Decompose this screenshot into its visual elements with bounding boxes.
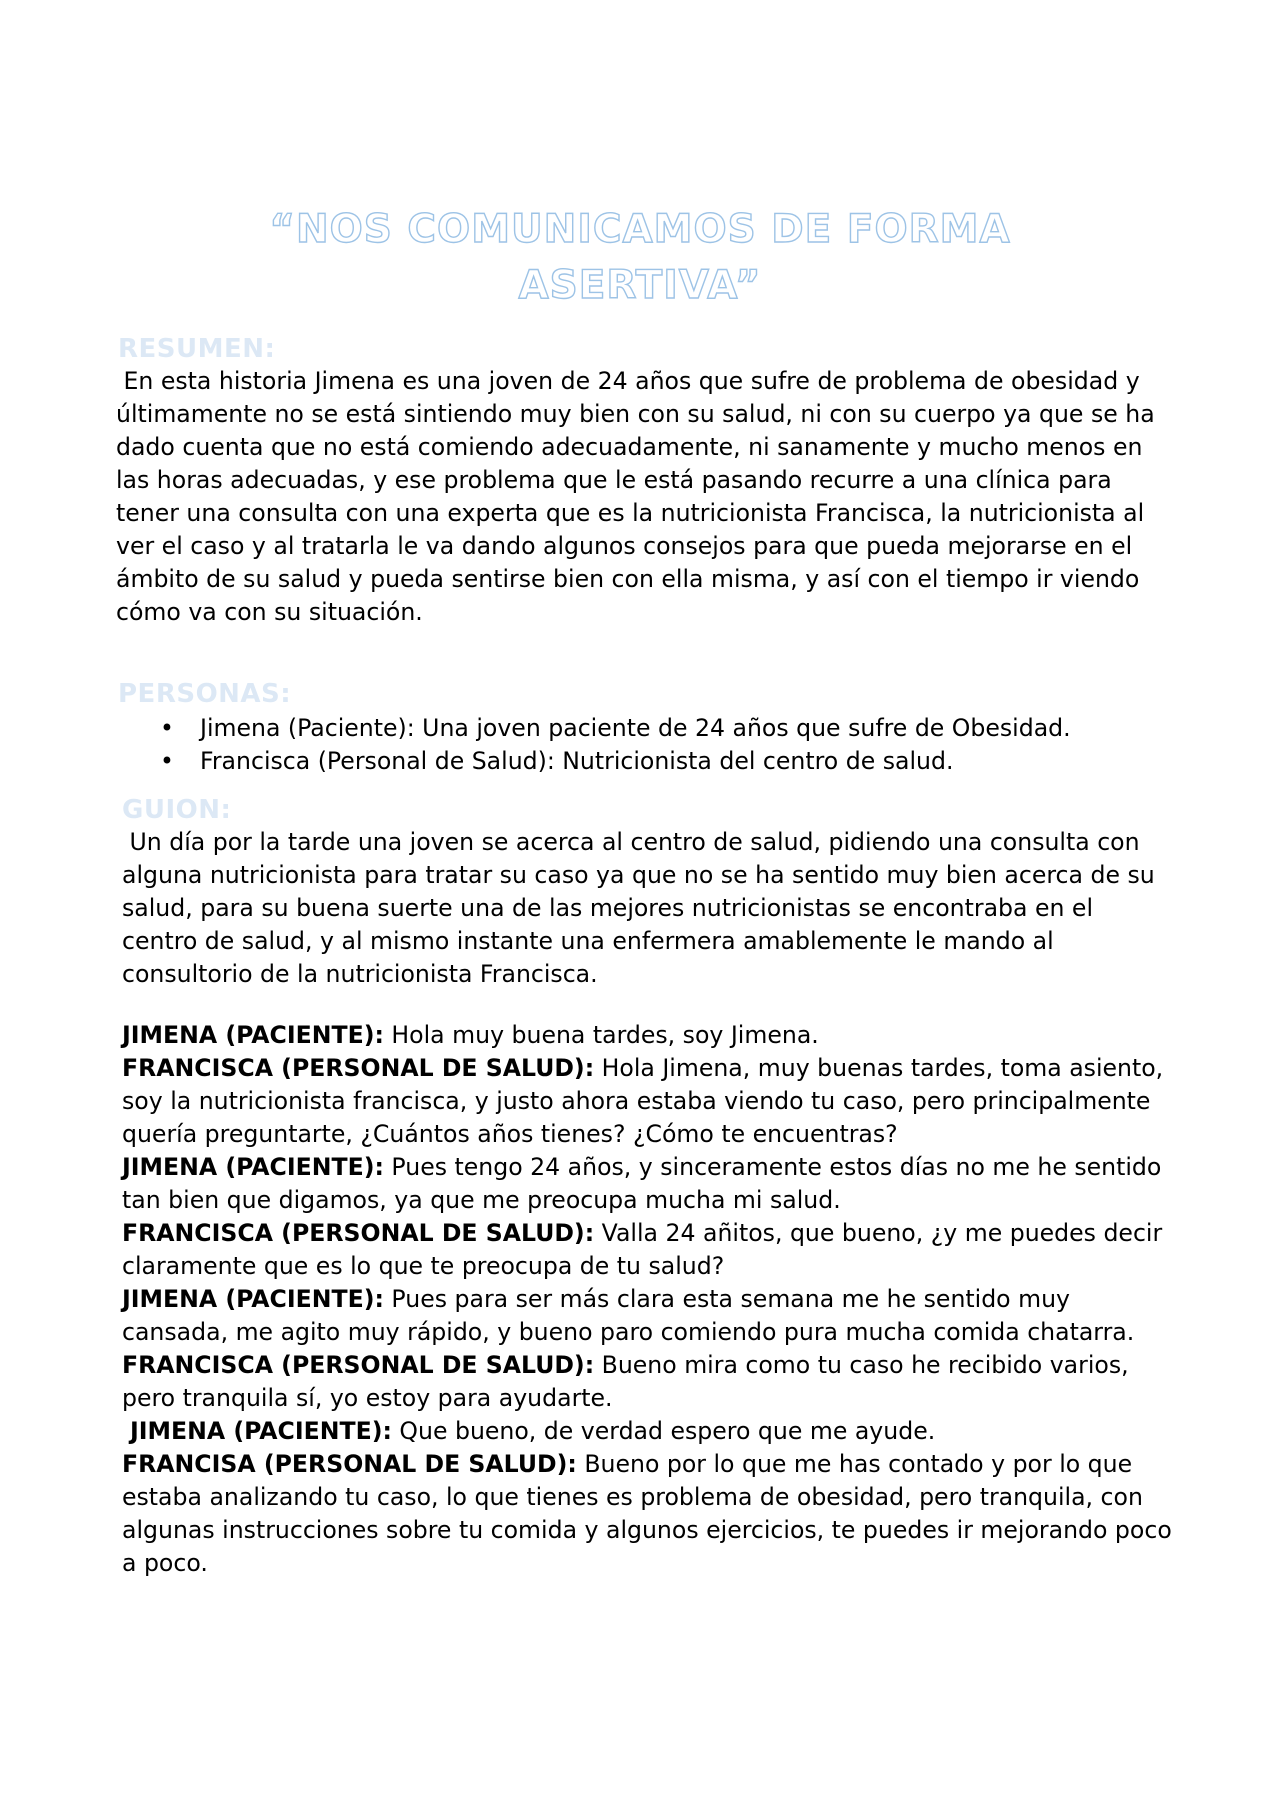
speaker-label: FRANCISCA (PERSONAL DE SALUD): (122, 1351, 595, 1379)
dialogue (122, 1019, 1182, 1580)
dialogue-line (122, 1217, 1182, 1283)
bullet-icon: • (160, 714, 174, 742)
dialogue-text: Pues para ser más clara esta semana me he sentido muy cansada, me agito muy rápido, y bueno paro comiendo pura mucha comida chatarra. (122, 1285, 1135, 1346)
speaker-label: JIMENA (PACIENTE): (122, 1153, 384, 1181)
dialogue-text: Que bueno, de verdad espero que me ayude. (391, 1417, 936, 1445)
dialogue-text: Bueno por lo que me has contado y por lo que estaba analizando tu caso, lo que tienes es problema de obesidad, pero tranquila, con algunas instrucciones sobre tu comida y algunos ejercicios, te puedes ir mejorando poco a poco. (122, 1450, 1172, 1577)
dialogue-text: Hola muy buena tardes, soy Jimena. (383, 1021, 819, 1049)
speaker-label: FRANCISCA (PERSONAL DE SALUD): (122, 1054, 595, 1082)
list-item (160, 745, 1160, 778)
dialogue-line (122, 1052, 1182, 1151)
dialogue-line (122, 1415, 1182, 1448)
resumen-heading: RESUMEN: (118, 334, 276, 364)
speaker-label: FRANCISA (PERSONAL DE SALUD): (122, 1450, 577, 1478)
dialogue-text: Bueno mira como tu caso he recibido varios, pero tranquila sí, yo estoy para ayudarte. (122, 1351, 1129, 1412)
resumen-paragraph: En esta historia Jimena es una joven de 24 años que sufre de problema de obesidad y últimamente no se está sintiendo muy bien con su salud, ni con su cuerpo ya que se ha dado cuenta que no está comiendo adecuadamente, ni sanamente y mucho menos en las horas adecuadas, y ese problema que le está pasando recurre a una clínica para tener una consulta con una experta que es la nutricionista Francisca, la nutricionista al ver el caso y al tratarla le va dando algunos consejos para que pueda mejorarse en el ámbito de su salud y pueda sentirse bien con ella misma, y así con el tiempo ir viendo cómo va con su situación. (116, 367, 1163, 626)
guion-heading: GUION: (122, 795, 232, 825)
personas-heading: PERSONAS: (118, 679, 292, 709)
dialogue-line (122, 1448, 1182, 1580)
dialogue-text: Valla 24 añitos, que bueno, ¿y me puedes decir claramente que es lo que te preocupa de tu salud? (122, 1219, 1163, 1280)
dialogue-text: Pues tengo 24 años, y sinceramente estos días no me he sentido tan bien que digamos, ya que me preocupa mucha mi salud. (122, 1153, 1162, 1214)
dialogue-line (122, 1283, 1182, 1349)
speaker-label: JIMENA (PACIENTE): (130, 1417, 392, 1445)
speaker-label: FRANCISCA (PERSONAL DE SALUD): (122, 1219, 595, 1247)
dialogue-line (122, 1151, 1182, 1217)
speaker-label: JIMENA (PACIENTE): (122, 1285, 384, 1313)
persona-text: Jimena (Paciente): Una joven paciente de 24 años que sufre de Obesidad. (200, 714, 1071, 742)
guion-intro: Un día por la tarde una joven se acerca al centro de salud, pidiendo una consulta con alguna nutricionista para tratar su caso ya que no se ha sentido muy bien acerca de su salud, para su buena suerte una de las mejores nutricionistas se encontraba en el centro de salud, y al mismo instante una enfermera amablemente le mando al consultorio de la nutricionista Francisca. (122, 828, 1163, 988)
list-item (160, 712, 1160, 745)
dialogue-line (122, 1019, 1182, 1052)
dialogue-line (122, 1349, 1182, 1415)
dialogue-text: Hola Jimena, muy buenas tardes, toma asiento, soy la nutricionista francisca, y justo ahora estaba viendo tu caso, pero principalmente quería preguntarte, ¿Cuántos años tienes? ¿Cómo te encuentras? (122, 1054, 1164, 1148)
speaker-label: JIMENA (PACIENTE): (122, 1021, 384, 1049)
personas-list (160, 712, 1160, 778)
bullet-icon: • (160, 747, 174, 775)
document-title: “NOS COMUNICAMOS DE FORMA ASERTIVA” (269, 207, 1011, 308)
persona-text: Francisca (Personal de Salud): Nutricionista del centro de salud. (200, 747, 954, 775)
